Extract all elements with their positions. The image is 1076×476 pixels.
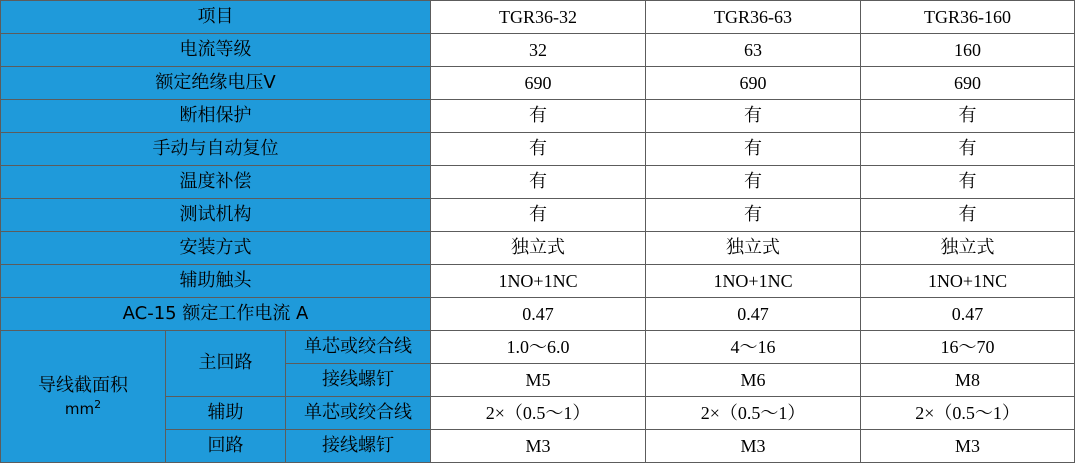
table-row (1, 232, 1075, 265)
cell-temp-comp-3: 有 (861, 166, 1075, 199)
row-header-item: 项目 (1, 1, 431, 34)
sub-label-aux-conductor: 单芯或绞合线 (286, 397, 431, 430)
table-row (1, 67, 1075, 100)
cell-model-3: TGR36-160 (861, 1, 1075, 34)
cell-aux-screw-2: M3 (646, 430, 861, 463)
group-label-main-circuit: 主回路 (166, 331, 286, 397)
cell-reset-2: 有 (646, 133, 861, 166)
cell-mounting-1: 独立式 (431, 232, 646, 265)
cell-aux-contact-3: 1NO+1NC (861, 265, 1075, 298)
cell-aux-contact-1: 1NO+1NC (431, 265, 646, 298)
cell-mounting-3: 独立式 (861, 232, 1075, 265)
cell-reset-1: 有 (431, 133, 646, 166)
table-row (1, 298, 1075, 331)
row-header-current-rating: 电流等级 (1, 34, 431, 67)
table-row (1, 1, 1075, 34)
cell-phase-loss-3: 有 (861, 100, 1075, 133)
cell-test-mech-3: 有 (861, 199, 1075, 232)
table-row (1, 166, 1075, 199)
wire-section-label-line1: 导线截面积 (38, 374, 128, 396)
cell-main-conductor-1: 1.0～6.0 (431, 331, 646, 364)
table-row (1, 199, 1075, 232)
cell-test-mech-1: 有 (431, 199, 646, 232)
sub-label-aux-terminal-screw: 接线螺钉 (286, 430, 431, 463)
wire-section-label-line2: $mm^2$ (64, 398, 102, 419)
cell-ac15-1: 0.47 (431, 298, 646, 331)
row-header-phase-loss-protection: 断相保护 (1, 100, 431, 133)
cell-model-2: TGR36-63 (646, 1, 861, 34)
cell-aux-conductor-1: 2×（0.5～1） (431, 397, 646, 430)
cell-mounting-2: 独立式 (646, 232, 861, 265)
cell-aux-screw-3: M3 (861, 430, 1075, 463)
cell-voltage-3: 690 (861, 67, 1075, 100)
row-header-wire-cross-section (1, 331, 166, 463)
row-header-insulation-voltage: 额定绝缘电压V (1, 67, 431, 100)
sub-label-main-terminal-screw: 接线螺钉 (286, 364, 431, 397)
cell-ac15-2: 0.47 (646, 298, 861, 331)
row-header-manual-auto-reset: 手动与自动复位 (1, 133, 431, 166)
cell-main-conductor-3: 16～70 (861, 331, 1075, 364)
cell-aux-screw-1: M3 (431, 430, 646, 463)
table-row (1, 265, 1075, 298)
cell-current-2: 63 (646, 34, 861, 67)
cell-temp-comp-2: 有 (646, 166, 861, 199)
cell-current-3: 160 (861, 34, 1075, 67)
table-row (1, 133, 1075, 166)
cell-phase-loss-1: 有 (431, 100, 646, 133)
cell-main-screw-1: M5 (431, 364, 646, 397)
group-label-auxiliary-circuit-line1: 辅助 (166, 397, 286, 430)
table-row (1, 331, 1075, 364)
sub-label-main-conductor: 单芯或绞合线 (286, 331, 431, 364)
table-row (1, 34, 1075, 67)
cell-current-1: 32 (431, 34, 646, 67)
cell-voltage-2: 690 (646, 67, 861, 100)
group-label-auxiliary-circuit-line2: 回路 (166, 430, 286, 463)
row-header-temperature-compensation: 温度补偿 (1, 166, 431, 199)
cell-ac15-3: 0.47 (861, 298, 1075, 331)
row-header-test-mechanism: 测试机构 (1, 199, 431, 232)
cell-main-screw-3: M8 (861, 364, 1075, 397)
cell-aux-conductor-3: 2×（0.5～1） (861, 397, 1075, 430)
row-header-mounting-type: 安装方式 (1, 232, 431, 265)
cell-main-screw-2: M6 (646, 364, 861, 397)
cell-main-conductor-2: 4～16 (646, 331, 861, 364)
cell-aux-contact-2: 1NO+1NC (646, 265, 861, 298)
cell-phase-loss-2: 有 (646, 100, 861, 133)
cell-temp-comp-1: 有 (431, 166, 646, 199)
cell-model-1: TGR36-32 (431, 1, 646, 34)
cell-test-mech-2: 有 (646, 199, 861, 232)
row-header-ac15-rated-current: AC-15 额定工作电流 A (1, 298, 431, 331)
table-row (1, 100, 1075, 133)
cell-voltage-1: 690 (431, 67, 646, 100)
row-header-auxiliary-contacts: 辅助触头 (1, 265, 431, 298)
cell-aux-conductor-2: 2×（0.5～1） (646, 397, 861, 430)
cell-reset-3: 有 (861, 133, 1075, 166)
